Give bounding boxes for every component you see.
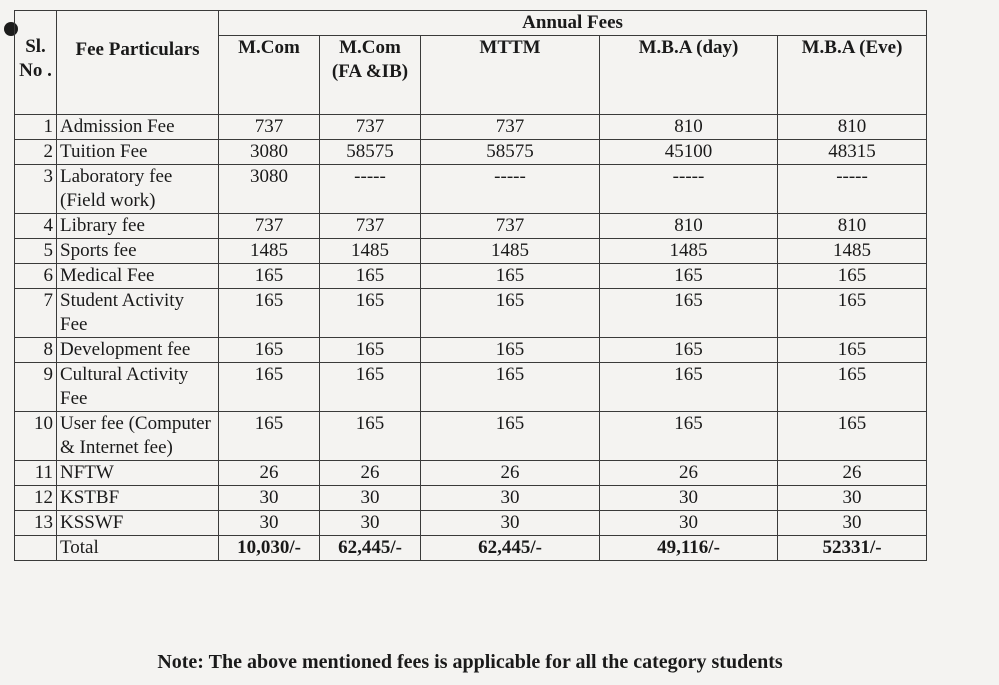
total-value: 49,116/- — [600, 536, 778, 561]
row-particular: Medical Fee — [57, 264, 219, 289]
table-row — [15, 412, 927, 461]
row-fee-value: 30 — [421, 511, 600, 536]
row-fee-value: 165 — [778, 363, 927, 412]
row-sl-number: 1 — [15, 115, 57, 140]
row-fee-value: 165 — [219, 264, 320, 289]
row-fee-value: 30 — [778, 511, 927, 536]
row-particular: KSSWF — [57, 511, 219, 536]
fee-table-body — [15, 115, 927, 561]
row-fee-value: 165 — [600, 338, 778, 363]
header-col-mcom-faib: M.Com (FA &IB) — [320, 36, 421, 115]
row-fee-value: 30 — [421, 486, 600, 511]
row-fee-value: 30 — [600, 511, 778, 536]
row-fee-value: 810 — [600, 214, 778, 239]
total-value: 62,445/- — [421, 536, 600, 561]
row-fee-value: 737 — [421, 214, 600, 239]
row-fee-value: ----- — [778, 165, 927, 214]
row-particular: Sports fee — [57, 239, 219, 264]
row-fee-value: 30 — [219, 511, 320, 536]
row-fee-value: 30 — [320, 511, 421, 536]
header-sl-no: Sl. No . — [15, 11, 57, 115]
row-fee-value: 30 — [600, 486, 778, 511]
header-row-group — [15, 11, 927, 36]
fee-table — [14, 10, 927, 561]
row-fee-value: 26 — [219, 461, 320, 486]
row-fee-value: 737 — [421, 115, 600, 140]
row-fee-value: 737 — [320, 115, 421, 140]
row-particular: Admission Fee — [57, 115, 219, 140]
table-row — [15, 214, 927, 239]
row-fee-value: 30 — [219, 486, 320, 511]
row-fee-value: 45100 — [600, 140, 778, 165]
total-label: Total — [57, 536, 219, 561]
row-sl-number: 6 — [15, 264, 57, 289]
row-sl-number: 5 — [15, 239, 57, 264]
row-fee-value: 165 — [320, 338, 421, 363]
row-fee-value: 165 — [778, 289, 927, 338]
header-annual-fees: Annual Fees — [219, 11, 927, 36]
table-row — [15, 511, 927, 536]
total-value: 10,030/- — [219, 536, 320, 561]
row-fee-value: 1485 — [320, 239, 421, 264]
header-col-mba-eve: M.B.A (Eve) — [778, 36, 927, 115]
row-fee-value: 165 — [421, 264, 600, 289]
table-row — [15, 165, 927, 214]
row-particular: Library fee — [57, 214, 219, 239]
row-sl-number: 11 — [15, 461, 57, 486]
row-fee-value: 30 — [778, 486, 927, 511]
row-fee-value: 737 — [219, 115, 320, 140]
row-particular: Development fee — [57, 338, 219, 363]
row-fee-value: 26 — [320, 461, 421, 486]
row-fee-value: 165 — [219, 363, 320, 412]
row-fee-value: 165 — [600, 363, 778, 412]
total-value: 62,445/- — [320, 536, 421, 561]
row-fee-value: ----- — [320, 165, 421, 214]
row-fee-value: 165 — [320, 412, 421, 461]
row-fee-value: 165 — [600, 264, 778, 289]
row-particular: Laboratory fee (Field work) — [57, 165, 219, 214]
row-fee-value: 165 — [421, 412, 600, 461]
header-particulars: Fee Particulars — [57, 11, 219, 115]
header-col-mcom: M.Com — [219, 36, 320, 115]
row-fee-value: 165 — [219, 412, 320, 461]
row-fee-value: 1485 — [421, 239, 600, 264]
row-fee-value: 26 — [421, 461, 600, 486]
row-particular: User fee (Computer & Internet fee) — [57, 412, 219, 461]
row-sl-number: 13 — [15, 511, 57, 536]
row-fee-value: 58575 — [421, 140, 600, 165]
row-fee-value: 165 — [778, 338, 927, 363]
row-fee-value: 3080 — [219, 165, 320, 214]
row-fee-value: 1485 — [600, 239, 778, 264]
row-sl-number: 8 — [15, 338, 57, 363]
row-fee-value: 3080 — [219, 140, 320, 165]
row-fee-value: 26 — [600, 461, 778, 486]
row-fee-value: 48315 — [778, 140, 927, 165]
row-fee-value: 1485 — [219, 239, 320, 264]
row-fee-value: 165 — [778, 264, 927, 289]
row-fee-value: 165 — [320, 363, 421, 412]
row-fee-value: ----- — [600, 165, 778, 214]
table-row — [15, 140, 927, 165]
row-particular: Tuition Fee — [57, 140, 219, 165]
row-sl-number: 9 — [15, 363, 57, 412]
row-particular: KSTBF — [57, 486, 219, 511]
row-fee-value: 810 — [600, 115, 778, 140]
row-sl-number: 12 — [15, 486, 57, 511]
row-fee-value: 165 — [421, 363, 600, 412]
row-sl-number: 7 — [15, 289, 57, 338]
total-value: 52331/- — [778, 536, 927, 561]
row-fee-value: 810 — [778, 115, 927, 140]
table-row — [15, 239, 927, 264]
row-sl-number: 2 — [15, 140, 57, 165]
table-row — [15, 115, 927, 140]
footer-note: Note: The above mentioned fees is applicable for all the category students — [157, 651, 783, 673]
row-particular: Cultural Activity Fee — [57, 363, 219, 412]
row-sl-number: 3 — [15, 165, 57, 214]
row-fee-value: 165 — [421, 289, 600, 338]
row-fee-value: 26 — [778, 461, 927, 486]
row-fee-value: 737 — [320, 214, 421, 239]
total-row — [15, 536, 927, 561]
row-fee-value: 1485 — [778, 239, 927, 264]
row-fee-value: 810 — [778, 214, 927, 239]
row-fee-value: 165 — [600, 289, 778, 338]
header-col-mba-day: M.B.A (day) — [600, 36, 778, 115]
header-col-mttm: MTTM — [421, 36, 600, 115]
row-fee-value: 165 — [600, 412, 778, 461]
row-fee-value: 165 — [320, 289, 421, 338]
row-particular: NFTW — [57, 461, 219, 486]
row-particular: Student Activity Fee — [57, 289, 219, 338]
row-fee-value: 58575 — [320, 140, 421, 165]
row-sl-number: 10 — [15, 412, 57, 461]
table-row — [15, 264, 927, 289]
row-fee-value: 737 — [219, 214, 320, 239]
table-row — [15, 338, 927, 363]
row-fee-value: 165 — [219, 338, 320, 363]
table-row — [15, 461, 927, 486]
row-fee-value: 30 — [320, 486, 421, 511]
row-fee-value: 165 — [421, 338, 600, 363]
row-fee-value: 165 — [219, 289, 320, 338]
total-sl-blank — [15, 536, 57, 561]
row-fee-value: ----- — [421, 165, 600, 214]
row-fee-value: 165 — [778, 412, 927, 461]
row-sl-number: 4 — [15, 214, 57, 239]
row-fee-value: 165 — [320, 264, 421, 289]
table-row — [15, 363, 927, 412]
table-row — [15, 486, 927, 511]
table-row — [15, 289, 927, 338]
